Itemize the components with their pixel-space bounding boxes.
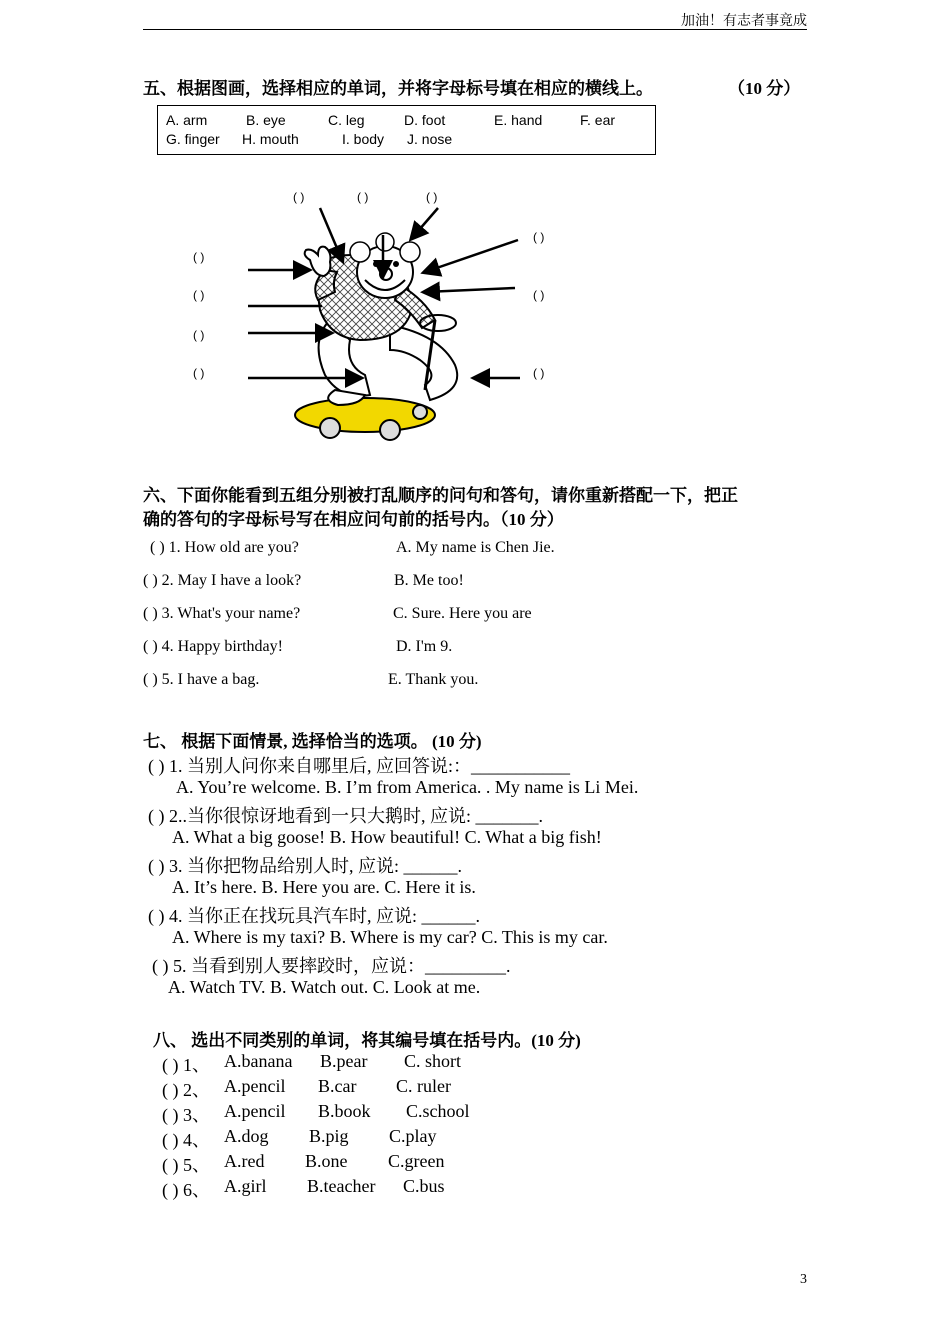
blank-left-4[interactable]: ( ) [193, 366, 205, 380]
category-option-a: A.pencil [224, 1076, 286, 1096]
match-answer: E. Thank you. [388, 671, 479, 688]
word-option: G. finger [166, 131, 220, 147]
situation-question: ( ) 2..当你很惊讶地看到一只大鹅时, 应说: _______. [148, 806, 543, 826]
category-option-b: B.car [318, 1076, 357, 1096]
match-question: ( ) 2. May I have a look? [143, 572, 302, 589]
match-question: ( ) 4. Happy birthday! [143, 638, 283, 655]
match-question: ( ) 3. What's your name? [143, 605, 301, 622]
category-option-c: C.school [406, 1101, 470, 1121]
section6-title-line2: 确的答句的字母标号写在相应问句前的括号内。（10 分） [143, 510, 564, 529]
blank-top-2[interactable]: ( ) [357, 190, 369, 204]
section5-title: 五、根据图画，选择相应的单词，并将字母标号填在相应的横线上。 [143, 79, 653, 98]
category-option-a: A.girl [224, 1176, 267, 1196]
category-num: ( ) 4、 [162, 1130, 210, 1150]
situation-question: ( ) 3. 当你把物品给别人时, 应说: ______. [148, 856, 462, 876]
match-question: ( ) 5. I have a bag. [143, 671, 260, 688]
blank-right-3[interactable]: ( ) [533, 366, 545, 380]
blank-left-2[interactable]: ( ) [193, 288, 205, 302]
section6-title-line1: 六、下面你能看到五组分别被打乱顺序的问句和答句，请你重新搭配一下，把正 [143, 486, 738, 505]
match-answer: C. Sure. Here you are [393, 605, 532, 622]
category-option-c: C. short [404, 1051, 462, 1071]
word-option: E. hand [494, 112, 543, 128]
word-option: C. leg [328, 112, 365, 128]
category-option-b: B.teacher [307, 1176, 376, 1196]
match-answer: B. Me too! [394, 572, 464, 589]
word-option: J. nose [407, 131, 453, 147]
section7-title: 七、 根据下面情景, 选择恰当的选项。 (10 分) [143, 732, 482, 751]
match-answer: D. I'm 9. [396, 638, 453, 655]
page-header: 加油！有志者事竟成 [681, 14, 807, 29]
word-option: B. eye [246, 112, 286, 128]
match-answer: A. My name is Chen Jie. [396, 539, 555, 556]
word-option: D. foot [404, 112, 446, 128]
blank-top-1[interactable]: ( ) [293, 190, 305, 204]
category-num: ( ) 3、 [162, 1105, 210, 1125]
word-option: I. body [342, 131, 385, 147]
situation-options: A. What a big goose! B. How beautiful! C. What a big fish! [172, 827, 602, 847]
situation-options: A. You’re welcome. B. I’m from America. . My name is Li Mei. [176, 777, 639, 797]
word-option: F. ear [580, 112, 616, 128]
category-option-b: B.one [305, 1151, 348, 1171]
blank-left-3[interactable]: ( ) [193, 328, 205, 342]
blank-right-2[interactable]: ( ) [533, 288, 545, 302]
situation-options: A. Where is my taxi? B. Where is my car? C. This is my car. [172, 927, 608, 947]
category-num: ( ) 1、 [162, 1055, 210, 1075]
word-option: H. mouth [242, 131, 299, 147]
category-option-c: C.green [388, 1151, 445, 1171]
situation-options: A. Watch TV. B. Watch out. C. Look at me. [168, 977, 481, 997]
category-option-a: A.red [224, 1151, 265, 1171]
situation-options: A. It’s here. B. Here you are. C. Here it is. [172, 877, 476, 897]
category-option-b: B.book [318, 1101, 371, 1121]
category-option-c: C. ruler [396, 1076, 451, 1096]
blank-left-1[interactable]: ( ) [193, 250, 205, 264]
category-num: ( ) 5、 [162, 1155, 210, 1175]
category-option-c: C.play [389, 1126, 437, 1146]
word-option: A. arm [166, 112, 208, 128]
category-option-b: B.pig [309, 1126, 349, 1146]
category-option-a: A.banana [224, 1051, 293, 1071]
clown-illustration [240, 200, 540, 450]
match-question: ( ) 1. How old are you? [150, 539, 299, 556]
category-num: ( ) 2、 [162, 1080, 210, 1100]
category-option-b: B.pear [320, 1051, 368, 1071]
section8-title: 八、 选出不同类别的单词，将其编号填在括号内。(10 分) [153, 1031, 581, 1050]
category-option-a: A.dog [224, 1126, 269, 1146]
word-bank-box [157, 105, 656, 155]
section5-score: （10 分） [728, 79, 801, 98]
blank-top-3[interactable]: ( ) [426, 190, 438, 204]
page-number: 3 [800, 1272, 807, 1287]
situation-question: ( ) 5. 当看到别人要摔跤时，应说：_________. [152, 956, 511, 976]
header-rule [143, 29, 807, 30]
blank-right-1[interactable]: ( ) [533, 230, 545, 244]
category-num: ( ) 6、 [162, 1180, 210, 1200]
situation-question: ( ) 4. 当你正在找玩具汽车时, 应说: ______. [148, 906, 480, 926]
category-option-c: C.bus [403, 1176, 445, 1196]
category-option-a: A.pencil [224, 1101, 286, 1121]
situation-question: ( ) 1. 当别人问你来自哪里后, 应回答说:：___________ [148, 756, 570, 776]
